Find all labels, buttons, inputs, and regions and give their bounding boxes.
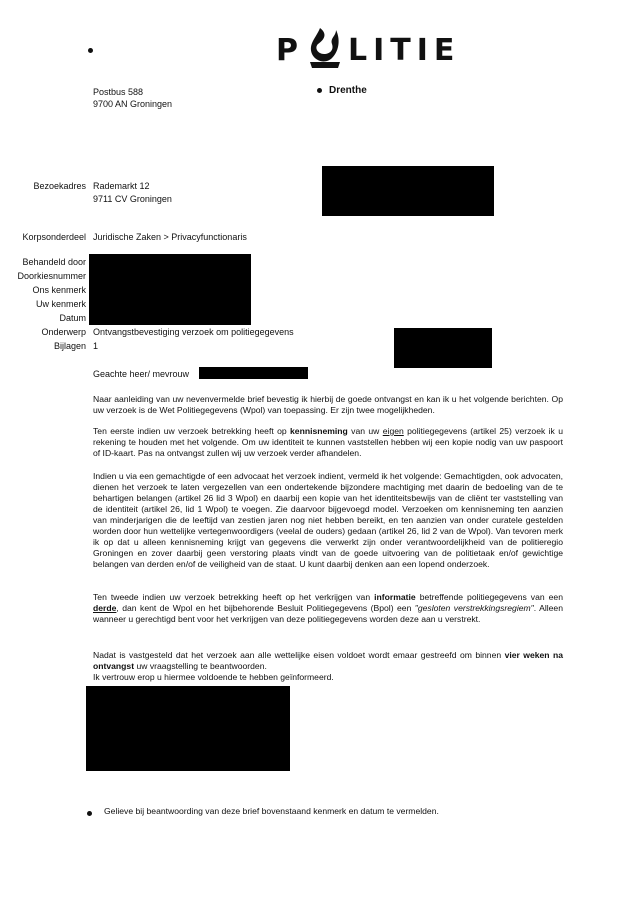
p4-text-g: . Alleen wanneer u gerechtigd bent voor het verkrijgen van deze politiegegevens worden deze aan u verstrekt.	[93, 603, 563, 624]
p4-text-a: Ten tweede indien uw verzoek betrekking heeft op het verkrijgen van	[93, 592, 375, 602]
paragraph-third-party	[93, 592, 563, 625]
postal-line-2: 9700 AN Groningen	[93, 99, 173, 109]
redacted-signature-block	[86, 686, 290, 771]
p2-text-bold: kennisneming	[290, 426, 348, 436]
region-bullet	[317, 88, 322, 93]
footer-bullet	[87, 811, 92, 816]
visit-address-line-2: 9711 CV Groningen	[93, 194, 172, 204]
p4-text-italic: "gesloten verstrekkingsregiem"	[414, 603, 534, 613]
p5-text-closing: Ik vertrouw erop u hiermee voldoende te hebben geïnformeerd.	[93, 672, 334, 682]
our-reference-label: Ons kenmerk	[32, 285, 86, 295]
extension-label: Doorkiesnummer	[17, 271, 86, 281]
p2-text-e: politiegegevens (artikel 25) verzoek ik u rekening te houden met het volgende. Om uw identiteit te kunnen vaststellen hebben wij een kopie nodig van uw paspoort of ID-kaart. Pas na ontvangst zullen wij uw verzoek verder afhandelen.	[93, 426, 563, 458]
redacted-name	[199, 367, 308, 379]
salutation	[93, 368, 189, 381]
p2-text-underline: eigen	[382, 426, 404, 436]
redacted-recipient-block	[322, 166, 494, 216]
p4-text-underline: derde	[93, 603, 117, 613]
your-reference-label: Uw kenmerk	[35, 299, 86, 309]
region-label	[317, 85, 367, 96]
footer-note: Gelieve bij beantwoording van deze brief bovenstaand kenmerk en datum te vermelden.	[104, 806, 439, 816]
redacted-side-block	[394, 328, 492, 368]
postal-address	[93, 86, 172, 110]
p5-text-c: uw vraagstelling te beantwoorden.	[134, 661, 267, 671]
visit-address-label: Bezoekadres	[33, 181, 86, 191]
subject-value: Ontvangstbevestiging verzoek om politiegegevens	[93, 327, 294, 337]
visit-address	[93, 180, 172, 206]
paragraph-own-data	[93, 426, 563, 459]
handled-by-label: Behandeld door	[22, 257, 86, 267]
attachments-value: 1	[93, 341, 99, 351]
logo-text	[276, 20, 427, 72]
attachments-label: Bijlagen	[53, 341, 86, 351]
paragraph-representative: Indien u via een gemachtigde of een advocaat het verzoek indient, vermeld ik het volgende: Gemachtigden, ook advocaten, dienen het verzoek te laten vergezellen van een ondertekende bijzondere machtiging met daarin de bedoeling van de te behartigen belangen (artikel 26 lid 3 Wpol) en daarbij een kopie van het identiteitsbewijs van de cliënt ter vaststelling van de identiteit (artikel 26, lid 1 Wpol) te voegen. Zie daarvoor bijgevoegd model. Verzoeken om kennisneming ten aanzien van minderjarigen die de leeftijd van zestien jaren nog niet hebben bereikt, en ten aanzien van onder curatele gestelden worden door hun wettelijke vertegenwoordigers (veelal de ouders) gedaan (artikel 26, lid 2 van de Wpol). Van tevoren merk ik op dat u alleen kennisneming krijgt van gegevens die verwerkt zijn onder verantwoordelijkheid van de politieregio Groningen en zover daarbij geen verstoring plaats vindt van de goede uitvoering van de politietaak en/of gewichtige belangen van derden en/of de veiligheid van de staat. U kunt daarbij denken aan een lopend onderzoek.	[93, 471, 563, 569]
p2-text-a: Ten eerste indien uw verzoek betrekking heeft op	[93, 426, 291, 436]
visit-address-line-1: Rademarkt 12	[93, 181, 150, 191]
subject-label: Onderwerp	[41, 327, 86, 337]
redacted-reference-block	[89, 254, 251, 325]
date-label: Datum	[59, 313, 86, 323]
p2-text-c: van uw	[347, 426, 383, 436]
department-value: Juridische Zaken > Privacyfunctionaris	[93, 232, 247, 242]
p4-text-e: , dan kent de Wpol en het bijbehorende Besluit Politiegegevens (Bpol) een	[116, 603, 415, 613]
politie-logo	[276, 20, 476, 72]
p5-text-a: Nadat is vastgesteld dat het verzoek aan alle wettelijke eisen voldoet wordt emaar gestreefd om binnen	[93, 650, 505, 660]
p5-text-bold: vier weken na ontvangst	[93, 650, 563, 671]
paragraph-deadline	[93, 650, 563, 683]
svg-text:LITIE: LITIE	[348, 33, 461, 68]
postal-line-1: Postbus 588	[93, 87, 144, 97]
salutation-text: Geachte heer/ mevrouw	[93, 369, 190, 379]
paragraph-intro: Naar aanleiding van uw nevenvermelde brief bevestig ik hierbij de goede ontvangst en kan ik u het volgende berichten. Op uw verzoek is de Wet Politiegegevens (Wpol) van toepassing. Er zijn twee mogelijkheden.	[93, 394, 563, 415]
department-label: Korpsonderdeel	[22, 232, 86, 242]
p4-text-c: betreffende politiegegevens van een	[415, 592, 563, 602]
svg-text:P: P	[276, 33, 298, 68]
corner-bullet	[88, 48, 93, 53]
p4-text-bold: informatie	[374, 592, 416, 602]
region-name: Drenthe	[329, 85, 367, 96]
